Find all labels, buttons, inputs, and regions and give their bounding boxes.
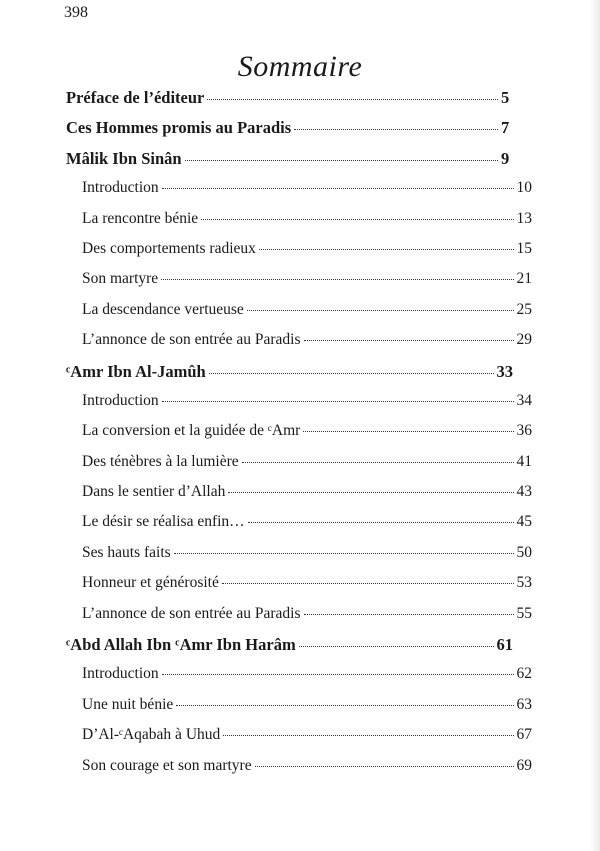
toc-section-entry <box>66 453 532 483</box>
toc-section-entry <box>66 210 532 240</box>
dot-leader <box>303 431 513 432</box>
page-number: 398 <box>64 4 88 21</box>
toc-section-entry <box>66 331 532 361</box>
dot-leader <box>294 129 498 130</box>
toc-entry-page-number: 67 <box>516 726 532 744</box>
toc-entry-label: Son martyre <box>82 270 159 288</box>
toc-section-entry <box>66 301 532 331</box>
toc-section-entry <box>66 757 532 787</box>
toc-entry-label: Introduction <box>82 179 159 197</box>
page-edge-shadow <box>590 0 600 851</box>
toc-entry-page-number: 45 <box>516 513 532 531</box>
toc-entry-page-number: 5 <box>501 88 510 107</box>
toc-chapter-entry <box>66 362 513 392</box>
toc-entry-label: Mâlik Ibn Sinân <box>66 148 182 168</box>
toc-entry-page-number: 13 <box>516 209 532 227</box>
dot-leader <box>304 614 514 615</box>
toc-entry-page-number: 29 <box>516 331 532 349</box>
toc-entry-label: Préface de l’éditeur <box>66 88 205 107</box>
toc-entry-label: Ces Hommes promis au Paradis <box>66 118 292 138</box>
toc-section-entry <box>66 726 532 756</box>
toc-chapter-entry <box>66 118 513 148</box>
toc-entry-label: ᶜAmr Ibn Al-Jamûh <box>66 361 206 381</box>
toc-entry-label: La conversion et la guidée de ᶜAmr <box>82 422 301 440</box>
toc-entry-label: Son courage et son martyre <box>82 756 252 774</box>
dot-leader <box>162 401 514 402</box>
toc-section-entry <box>66 574 532 604</box>
toc-entry-page-number: 36 <box>516 422 532 440</box>
toc-entry-page-number: 7 <box>501 118 510 138</box>
dot-leader <box>248 522 514 523</box>
dot-leader <box>209 373 494 374</box>
page-title: Sommaire <box>237 50 363 83</box>
toc-section-entry <box>66 544 532 574</box>
toc-entry-label: Des comportements radieux <box>82 239 256 257</box>
toc-entry-label: D’Al-ᶜAqabah à Uhud <box>82 726 221 744</box>
toc-entry-label: La rencontre bénie <box>82 209 199 227</box>
toc-entry-page-number: 9 <box>501 148 510 168</box>
toc-entry-page-number: 10 <box>516 179 532 197</box>
dot-leader <box>176 705 513 706</box>
toc-entry-label: Introduction <box>82 391 159 409</box>
toc-entry-label: L’annonce de son entrée au Paradis <box>82 604 301 622</box>
dot-leader <box>201 219 513 220</box>
toc-entry-page-number: 63 <box>516 695 532 713</box>
toc-entry-label: ᶜAbd Allah Ibn ᶜAmr Ibn Harâm <box>66 635 296 655</box>
dot-leader <box>255 766 514 767</box>
toc-entry-page-number: 43 <box>516 483 532 501</box>
toc-entry-label: Le désir se réalisa enfin… <box>82 513 245 531</box>
toc-section-entry <box>66 392 532 422</box>
toc-entry-page-number: 25 <box>516 300 532 318</box>
dot-leader <box>161 279 513 280</box>
toc-section-entry <box>66 422 532 452</box>
toc-entry-label: Honneur et générosité <box>82 574 219 592</box>
toc-entry-label: Ses hauts faits <box>82 543 171 561</box>
toc-entry-page-number: 33 <box>496 361 513 381</box>
table-of-contents <box>66 88 532 787</box>
dot-leader <box>162 188 514 189</box>
toc-chapter-entry <box>66 149 513 179</box>
toc-chapter-entry <box>66 635 513 665</box>
dot-leader <box>223 735 513 736</box>
toc-section-entry <box>66 270 532 300</box>
toc-entry-page-number: 62 <box>516 665 532 683</box>
dot-leader <box>242 462 514 463</box>
toc-entry-page-number: 41 <box>516 452 532 470</box>
toc-entry-label: Dans le sentier d’Allah <box>82 483 226 501</box>
toc-entry-page-number: 34 <box>516 391 532 409</box>
toc-entry-label: Des ténèbres à la lumière <box>82 452 239 470</box>
toc-chapter-entry <box>66 88 513 118</box>
toc-entry-page-number: 55 <box>516 604 532 622</box>
toc-section-entry <box>66 483 532 513</box>
dot-leader <box>259 249 514 250</box>
toc-entry-page-number: 21 <box>516 270 532 288</box>
toc-entry-page-number: 61 <box>496 635 513 655</box>
toc-section-entry <box>66 665 532 695</box>
dot-leader <box>228 492 513 493</box>
dot-leader <box>174 553 514 554</box>
toc-section-entry <box>66 179 532 209</box>
dot-leader <box>222 583 514 584</box>
dot-leader <box>247 310 514 311</box>
toc-section-entry <box>66 696 532 726</box>
toc-entry-page-number: 69 <box>516 756 532 774</box>
toc-entry-page-number: 15 <box>516 239 532 257</box>
toc-entry-label: L’annonce de son entrée au Paradis <box>82 331 301 349</box>
toc-section-entry <box>66 240 532 270</box>
toc-entry-label: Introduction <box>82 665 159 683</box>
toc-entry-label: La descendance vertueuse <box>82 300 244 318</box>
dot-leader <box>207 99 498 100</box>
dot-leader <box>162 674 514 675</box>
toc-section-entry <box>66 513 532 543</box>
toc-section-entry <box>66 605 532 635</box>
toc-entry-label: Une nuit bénie <box>82 695 174 713</box>
dot-leader <box>304 340 514 341</box>
dot-leader <box>299 646 494 647</box>
toc-entry-page-number: 53 <box>516 574 532 592</box>
toc-entry-page-number: 50 <box>516 543 532 561</box>
dot-leader <box>185 160 498 161</box>
